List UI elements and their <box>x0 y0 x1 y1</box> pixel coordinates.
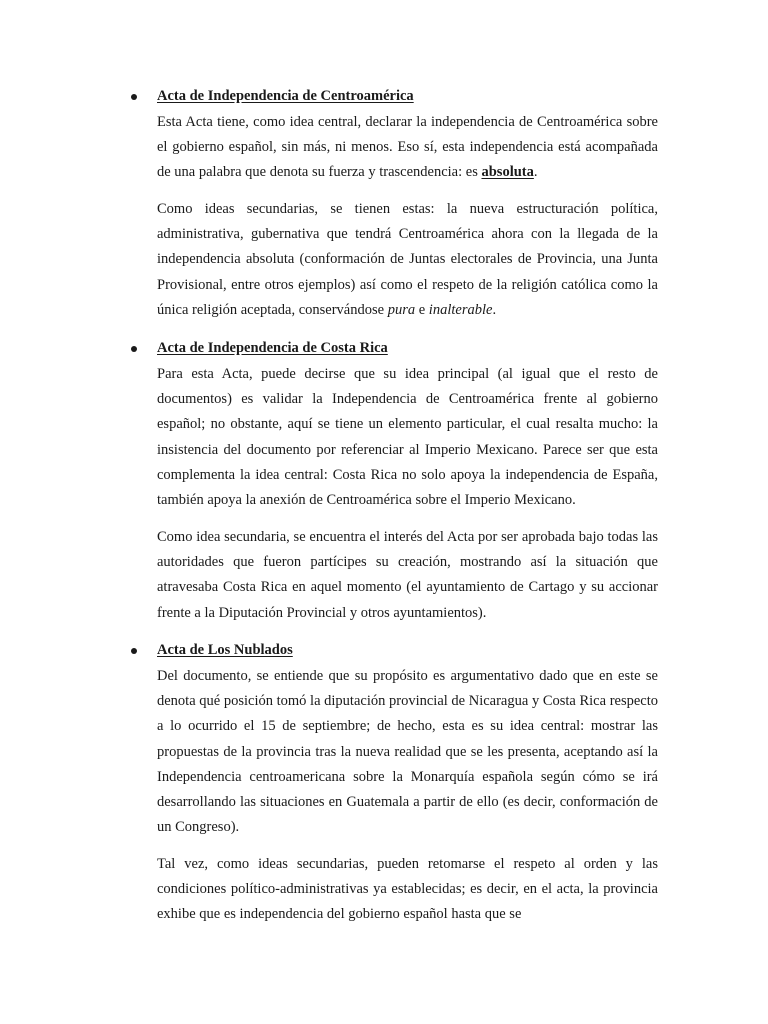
paragraph-text-mid: e <box>415 301 429 318</box>
bullet-icon <box>131 94 137 100</box>
paragraph-text: Como ideas secundarias, se tienen estas: la nueva estructuración política, administrativa, gubernativa que tendrá Centroamérica ahora con la llegada de la independencia absoluta (conformación de Juntas electorales de Provincia, una Junta Provisional, entre otros ejemplos) así como el respeto de la religión católica como la única religión aceptada, conservándose <box>157 201 658 318</box>
emphasis-absoluta: absoluta <box>481 164 534 181</box>
paragraph-text-end: . <box>533 164 538 181</box>
paragraph-centroamerica-main <box>157 110 658 186</box>
paragraph-text-end: . <box>492 301 497 318</box>
italic-pura: pura <box>387 301 416 318</box>
paragraph-costa-rica-secondary: Como idea secundaria, se encuentra el interés del Acta por ser aprobada bajo todas las autoridades que fueron partícipes su creación, mostrando así la situación que atravesaba Costa Rica en aquel momento (el ayuntamiento de Cartago y su accionar frente a la Diputación Provincial y otros ayuntamientos). <box>157 529 658 621</box>
bullet-icon <box>131 648 137 654</box>
paragraph-costa-rica-main: Para esta Acta, puede decirse que su idea principal (al igual que el resto de documentos) es validar la Independencia de Centroamérica frente al gobierno español; no obstante, aquí se tiene un elemento particular, el cual resalta mucho: la insistencia del documento por referenciar al Imperio Mexicano. Parece ser que esta complementa la idea central: Costa Rica no solo apoya la independencia de España, también apoya la anexión de Centroamérica sobre el Imperio Mexicano. <box>157 366 658 509</box>
section-heading-costa-rica: Acta de Independencia de Costa Rica <box>157 340 388 356</box>
section-heading-centroamerica: Acta de Independencia de Centroamérica <box>157 88 414 104</box>
paragraph-centroamerica-secondary <box>157 197 658 323</box>
paragraph-text: Esta Acta tiene, como idea central, declarar la independencia de Centroamérica sobre el gobierno español, sin más, ni menos. Eso sí, esta independencia está acompañada de una palabra que denota su fuerza y trascendencia: es <box>157 114 658 181</box>
italic-inalterable: inalterable <box>428 301 493 318</box>
paragraph-los-nublados-main: Del documento, se entiende que su propósito es argumentativo dado que en este se denota qué posición tomó la diputación provincial de Nicaragua y Costa Rica respecto a lo ocurrido el 15 de septiembre; de hecho, esta es su idea central: mostrar las propuestas de la provincia tras la nueva realidad que se les presenta, aceptando así la Independencia centroamericana sobre la Monarquía española según cómo se irá desarrollando las situaciones en Guatemala a partir de ello (es decir, conformación de un Congreso). <box>157 668 658 836</box>
section-heading-los-nublados: Acta de Los Nublados <box>157 642 293 658</box>
paragraph-los-nublados-secondary: Tal vez, como ideas secundarias, pueden retomarse el respeto al orden y las condiciones político-administrativas ya establecidas; es decir, en el acta, la provincia exhibe que es independencia del gobierno español hasta que se <box>157 856 658 923</box>
bullet-icon <box>131 346 137 352</box>
